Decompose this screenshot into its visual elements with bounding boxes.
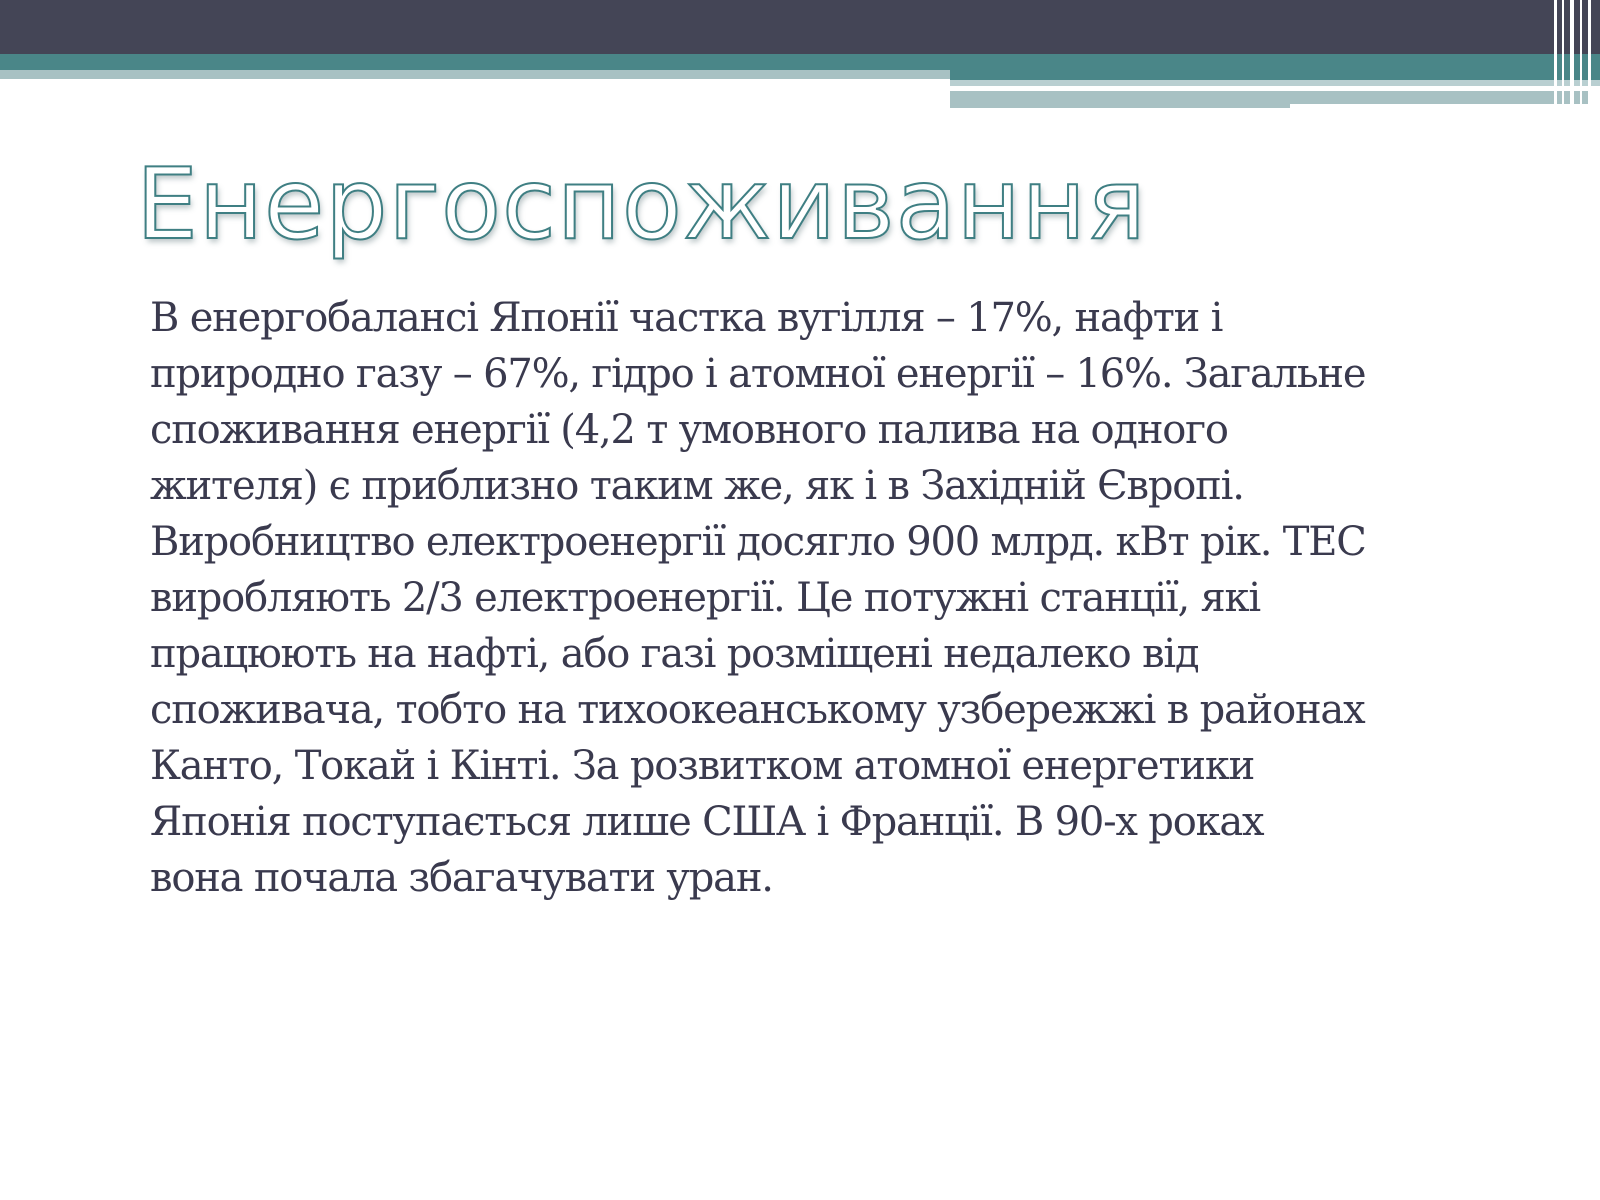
header-vertical-stripes	[1550, 0, 1600, 108]
body-line: Японія поступається лише США і Франції. В 90-х роках	[150, 799, 1264, 845]
body-line: виробляють 2/3 електроенергії. Це потужні станції, які	[150, 575, 1260, 621]
body-line: Канто, Токай і Кінті. За розвитком атомної енергетики	[150, 743, 1255, 789]
header-band-light-right	[1290, 101, 1590, 104]
body-line: споживача, тобто на тихоокеанському узбережжі в районах	[150, 687, 1365, 733]
header-band-teal	[0, 54, 1600, 70]
body-line: жителя) є приблизно таким же, як і в Західній Європі.	[150, 463, 1244, 509]
body-line: споживання енергії (4,2 т умовного палива на одного	[150, 407, 1228, 453]
body-line: природно газу – 67%, гідро і атомної енергії – 16%. Загальне	[150, 351, 1366, 397]
header-band-light-right	[950, 91, 1590, 101]
body-line: В енергобалансі Японії частка вугілля – 17%, нафти і	[150, 295, 1223, 341]
header-band-dark	[0, 0, 1600, 54]
body-line: Виробництво електроенергії досягло 900 млрд. кВт рік. ТЕС	[150, 519, 1366, 565]
header-band-light-left	[0, 70, 950, 79]
body-line: вона почала збагачувати уран.	[150, 855, 773, 901]
header-band-teal-right	[950, 70, 1600, 80]
body-line: працюють на нафті, або газі розміщені недалеко від	[150, 631, 1199, 677]
slide-title: Енергоспоживання	[136, 148, 1147, 262]
header-band-light-right	[950, 101, 1290, 108]
slide-body-text	[150, 290, 1490, 906]
